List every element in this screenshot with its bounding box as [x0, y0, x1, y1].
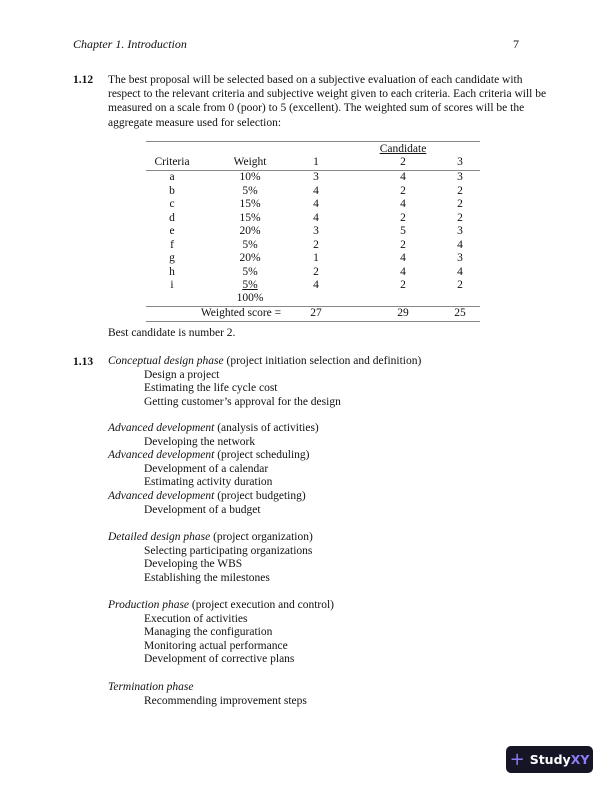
table-cell: a — [169, 171, 175, 183]
table-cell: 1 — [313, 252, 319, 264]
table-cell: 15% — [239, 198, 261, 210]
brand-xy: XY — [570, 752, 590, 767]
table-cell: 4 — [457, 238, 463, 251]
score-label: Weighted score = — [200, 307, 282, 319]
phase-title: Termination phase — [108, 681, 194, 693]
weight-total: 100% — [236, 292, 264, 304]
score: 25 — [454, 307, 466, 319]
table-cell: 2 — [400, 184, 406, 197]
table-cell: g — [169, 252, 175, 264]
phase-title: Production phase — [108, 599, 190, 611]
phase-item: Getting customer’s approval for the design — [144, 395, 341, 408]
phase-item: Estimating the life cycle cost — [144, 382, 278, 395]
table-cell: c — [169, 198, 175, 210]
phase-item: Developing the WBS — [144, 558, 243, 571]
phase-title: Advanced development — [108, 449, 215, 461]
table-cell: 5 — [400, 225, 406, 237]
table-cell: 4 — [400, 252, 406, 264]
table-cell: 4 — [400, 171, 406, 183]
table-cell: e — [169, 225, 175, 237]
brand-study: Study — [529, 752, 571, 767]
table-cell: 15% — [239, 211, 261, 224]
table-cell: 5% — [242, 279, 258, 291]
phase-title: Conceptual design phase — [108, 355, 224, 367]
phase-heading — [108, 422, 319, 436]
phase-item: Monitoring actual performance — [144, 639, 288, 652]
table-cell: 4 — [400, 265, 406, 278]
table-cell: 3 — [457, 252, 463, 264]
phase-item: Development of a calendar — [144, 462, 269, 475]
table-cell: 2 — [457, 279, 463, 291]
table-cell: 3 — [457, 225, 463, 237]
phase-title: Advanced development — [108, 422, 215, 434]
table-cell: 5% — [242, 184, 258, 197]
table-cell: 4 — [313, 184, 319, 197]
table-cell: 4 — [313, 279, 319, 291]
problem-text: The best proposal will be selected based on a subjective evaluation of each candidate with respect to the relevant criteria and subjective weight given to each criteria. Each criteria will be measured on a scale from 0 (poor) to 5 (excellent). The weighted sum of scores will be the aggregate measure used for selection: — [108, 74, 547, 129]
chapter-header: Chapter 1. Introduction — [73, 37, 187, 51]
problem-number: 1.13 — [73, 356, 94, 368]
table-cell: b — [169, 184, 175, 197]
phase-heading — [108, 355, 421, 369]
table-cell: 10% — [239, 171, 261, 183]
phase-item: Developing the network — [144, 435, 256, 448]
conclusion: Best candidate is number 2. — [108, 327, 236, 339]
table-cell: 2 — [457, 198, 463, 210]
table-cell: 4 — [313, 198, 319, 210]
score: 27 — [310, 307, 322, 319]
phase-item: Managing the configuration — [144, 626, 273, 639]
table-cell: 5% — [242, 265, 258, 278]
table-cell: 3 — [457, 171, 463, 183]
table-cell: 3 — [313, 171, 319, 183]
phase-heading — [108, 599, 334, 613]
phase-title: Detailed design phase — [108, 531, 211, 543]
phase-item: Estimating activity duration — [144, 476, 273, 489]
phase-heading — [108, 490, 306, 504]
score: 29 — [397, 307, 409, 319]
table-cell: h — [169, 265, 175, 278]
phase-desc: (project initiation selection and definition) — [223, 355, 422, 367]
table-cell: d — [169, 211, 175, 224]
table-cell: 5% — [242, 238, 258, 251]
phase-heading — [108, 681, 194, 695]
phase-item: Development of corrective plans — [144, 653, 295, 666]
col-header: Weight — [233, 156, 267, 168]
table-cell: 2 — [457, 211, 463, 224]
phase-item: Establishing the milestones — [144, 571, 270, 584]
phase-item: Development of a budget — [144, 503, 261, 516]
phase-desc: (project execution and control) — [189, 599, 334, 611]
phase-item: Selecting participating organizations — [144, 544, 313, 557]
table-cell: f — [170, 238, 174, 251]
col-header: 3 — [457, 156, 463, 168]
table-cell: 2 — [400, 211, 406, 224]
table-cell: i — [170, 279, 174, 291]
col-header: Criteria — [154, 156, 190, 168]
problem-number: 1.12 — [73, 74, 94, 86]
candidate-group-header: Candidate — [379, 143, 427, 155]
table-cell: 2 — [457, 184, 463, 197]
table-cell: 4 — [400, 198, 406, 210]
phase-title: Advanced development — [108, 490, 215, 502]
table-cell: 4 — [313, 211, 319, 224]
table-cell: 20% — [239, 225, 261, 237]
table-cell: 4 — [457, 265, 463, 278]
studyxy-badge[interactable] — [506, 746, 593, 773]
col-header: 2 — [400, 156, 406, 168]
page-number: 7 — [513, 37, 519, 51]
phase-desc: (project scheduling) — [214, 449, 310, 461]
phase-heading — [108, 449, 310, 463]
plus-icon: + — [509, 748, 525, 770]
table-cell: 2 — [313, 265, 319, 278]
table-cell: 2 — [400, 279, 406, 291]
table-cell: 3 — [313, 225, 319, 237]
phase-item: Recommending improvement steps — [144, 694, 307, 707]
table-cell: 20% — [239, 252, 261, 264]
phase-desc: (analysis of activities) — [214, 422, 319, 434]
phase-desc: (project organization) — [210, 531, 313, 543]
phase-desc: (project budgeting) — [214, 490, 306, 502]
col-header: 1 — [313, 156, 319, 168]
phase-heading — [108, 531, 313, 545]
phase-item: Execution of activities — [144, 612, 248, 625]
table-cell: 2 — [400, 238, 406, 251]
table-cell: 2 — [313, 238, 319, 251]
phase-item: Design a project — [144, 368, 220, 381]
